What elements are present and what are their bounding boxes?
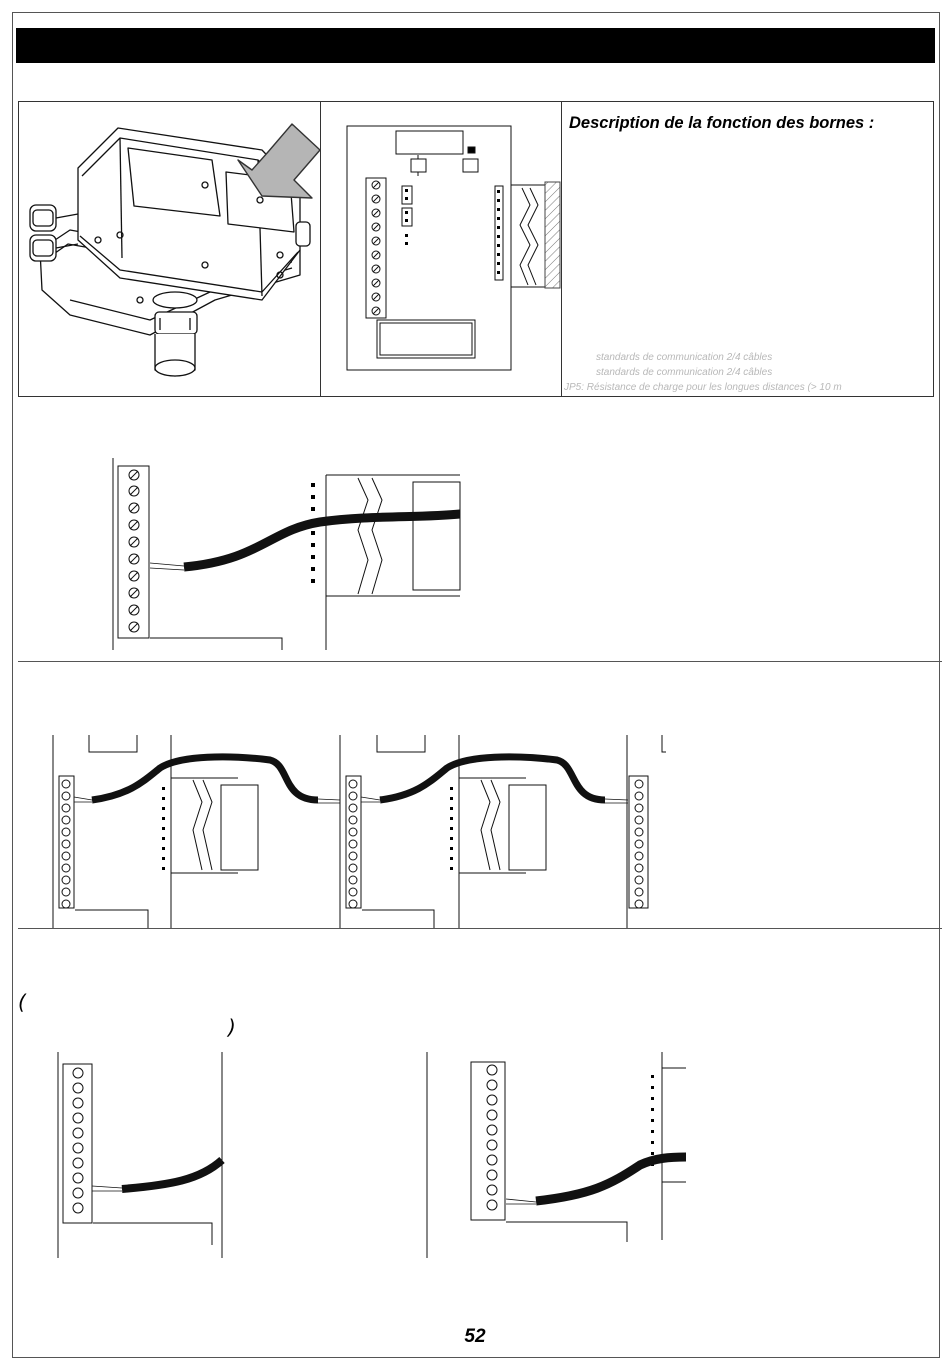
device-illustration [30,124,320,376]
page-number: 52 [464,1326,486,1347]
close-parenthesis: ) [228,1015,236,1039]
open-parenthesis: ( [18,990,26,1014]
description-line: standards de communication 2/4 câbles [596,352,773,363]
wiring-diagram-4 [427,1052,686,1258]
description-line: standards de communication 2/4 câbles [596,367,773,378]
circuit-board [347,126,560,370]
wiring-diagram-1 [113,458,460,650]
description-title: Description de la fonction des bornes : [569,114,875,132]
wiring-diagram-2 [53,735,666,928]
description-line: JP5: Résistance de charge pour les longues distances (> 10 m [564,382,842,393]
wiring-diagram-3 [58,1052,222,1258]
